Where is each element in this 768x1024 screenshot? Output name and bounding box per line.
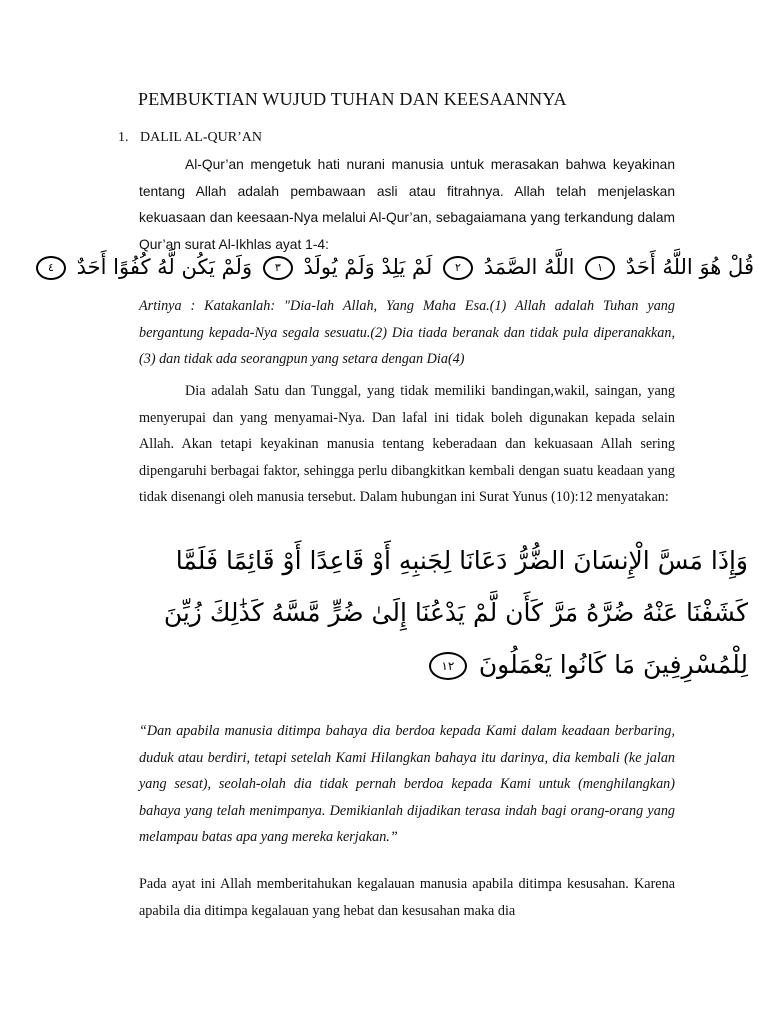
text-line: tentang Allah adalah pembawaan asli atau fitrahnya. Allah telah menjelaskan (139, 183, 675, 199)
text-line: untuk (menghilangkan) bahaya yang telah menimpanya. Demikianlah dijadikan (139, 776, 675, 819)
yunus-translation (139, 718, 675, 851)
text-line: terasa indah bagi orang-orang yang melampau batas apa yang mereka kerjakan.” (139, 802, 676, 845)
text-line: Artinya : Katakanlah: "Dia-lah Allah, Yang Maha Esa.(1) Allah adalah Tuhan yang (139, 298, 675, 314)
text-line: kekuasaan dan keesaan-Nya melalui Al-Qur’an, sebagaiamana yang terkandung (139, 210, 634, 225)
closing-paragraph (139, 871, 675, 924)
text-line: kembali (ke jalan yang sesat), seolah-olah dia tidak pernah berdoa kepada Kami (139, 749, 676, 792)
intro-paragraph (139, 152, 675, 258)
text-line: hubungan ini Surat Yunus (10):12 menyatakan: (401, 489, 669, 505)
ayah-number-3: ٣ (263, 256, 293, 280)
ikhlas-verse-3: لَمْ يَلِدْ وَلَمْ يُولَدْ (303, 255, 433, 279)
text-line: kekuasaan Allah sering dipengaruhi berbagai faktor, sehingga perlu dibangkitkan (139, 436, 676, 479)
text-line: kembali dengan suatu keadaan yang tidak disenangi oleh manusia tersebut. Dalam (139, 462, 675, 505)
ayah-number-1: ١ (585, 256, 615, 280)
section-title: DALIL AL-QUR’AN (140, 130, 262, 145)
ikhlas-verse-4: وَلَمْ يَكُن لَّهُ كُفُوًا أَحَدٌ (76, 255, 253, 279)
yunus-line-1: وَإِذَا مَسَّ الْإِنسَانَ الضُّرُّ دَعَانَا لِجَنبِهِ أَوْ قَاعِدًا أَوْ قَائِمًا فَلَمَّا (175, 546, 748, 575)
text-line: kepada selain Allah. Akan tetapi keyakinan manusia tentang keberadaan dan (139, 409, 675, 452)
section-heading (118, 130, 262, 146)
yunus-line-3-wrap (164, 639, 748, 691)
ayah-number-2: ٢ (443, 256, 473, 280)
text-line: yang menyerupai dan yang menyamai-Nya. Dan lafal ini tidak boleh digunakan (139, 383, 675, 426)
yunus-line-2: كَشَفْنَا عَنْهُ ضُرَّهُ مَرَّ كَأَن لَّمْ يَدْعُنَا إِلَىٰ ضُرٍّ مَّسَّهُ كَذَٰلِكَ زُيِّنَ (163, 598, 748, 627)
ikhlas-verse-1: قُلْ هُوَ اللَّهُ أَحَدٌ (625, 255, 754, 279)
text-line: “Dan apabila manusia ditimpa bahaya dia berdoa kepada Kami dalam keadaan (139, 723, 610, 739)
section-number: 1. (118, 130, 129, 145)
text-line: Dia adalah Satu dan Tunggal, yang tidak memiliki bandingan,wakil, saingan, (185, 383, 642, 399)
arabic-verse-yunus (164, 535, 748, 691)
text-line: Al-Qur’an mengetuk hati nurani manusia untuk merasakan bahwa keyakinan (185, 157, 675, 172)
arabic-verse-ikhlas (32, 250, 754, 284)
body-paragraph (139, 378, 675, 511)
ayah-number-12: ١٢ (429, 652, 467, 680)
ikhlas-verse-2: اللَّهُ الصَّمَدُ (483, 255, 575, 279)
ayah-number-4: ٤ (36, 256, 66, 280)
yunus-line-3: لِلْمُسْرِفِينَ مَا كَانُوا يَعْمَلُونَ (478, 650, 748, 679)
text-line: Karena apabila dia ditimpa kegalauan yang hebat dan kesusahan maka dia (139, 876, 675, 919)
text-line: dalam Qur’an surat Al-Ikhlas ayat 1-4: (139, 210, 675, 252)
page-title: PEMBUKTIAN WUJUD TUHAN DAN KEESAANNYA (138, 89, 567, 109)
ikhlas-translation (139, 293, 675, 373)
text-line: berbaring, duduk atau berdiri, tetapi setelah Kami Hilangkan bahaya itu darinya, dia (139, 723, 675, 766)
text-line: diperanakkan,(3) dan tidak ada seorangpun yang setara dengan Dia(4) (139, 324, 675, 367)
text-line: bergantung kepada-Nya segala sesuatu.(2) Dia tiada beranak dan tidak pula (139, 324, 589, 341)
text-line: Pada ayat ini Allah memberitahukan kegalauan manusia apabila ditimpa kesusahan. (139, 876, 629, 892)
